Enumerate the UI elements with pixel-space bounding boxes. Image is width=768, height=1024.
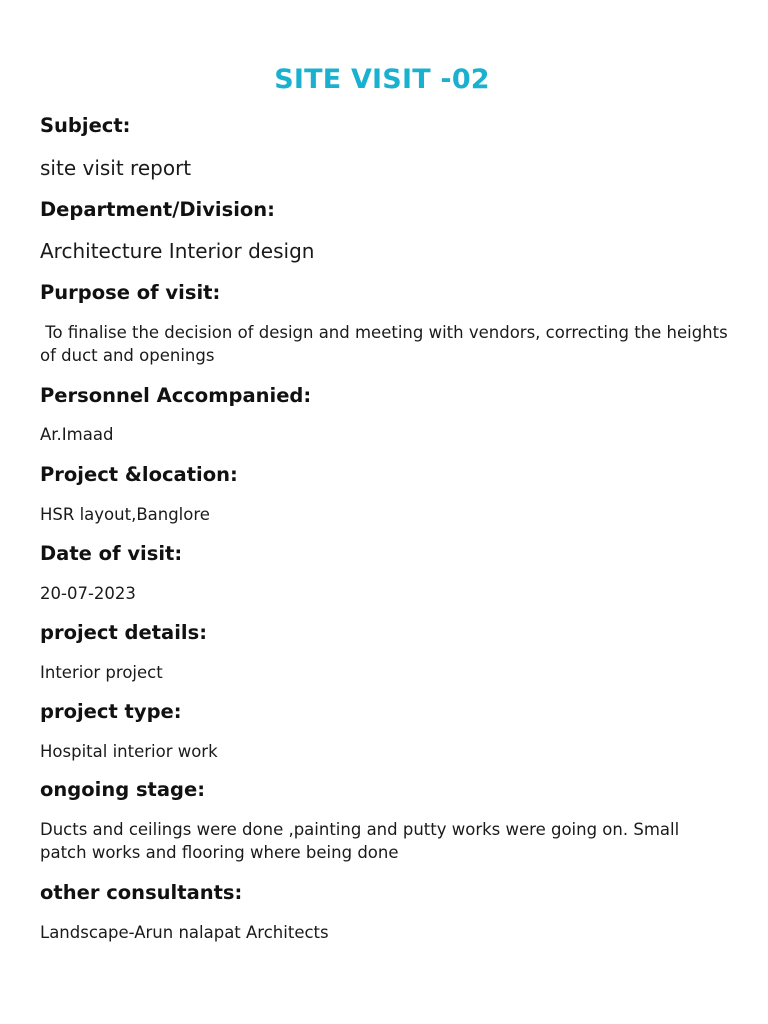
project-details-value: Interior project (40, 663, 163, 682)
department-label: Department/Division: (40, 198, 275, 221)
department-value: Architecture Interior design (40, 239, 315, 263)
project-location-label: Project &location: (40, 463, 238, 486)
project-location-value: HSR layout,Banglore (40, 505, 210, 524)
project-type-label: project type: (40, 700, 182, 723)
purpose-value: To finalise the decision of design and meeting with vendors, correcting the heights of duct and openings (40, 323, 733, 365)
project-details-label: project details: (40, 621, 207, 644)
purpose-label: Purpose of visit: (40, 281, 221, 304)
other-consultants-value: Landscape-Arun nalapat Architects (40, 923, 329, 942)
subject-value: site visit report (40, 156, 192, 180)
personnel-value: Ar.Imaad (40, 425, 114, 444)
project-type-value: Hospital interior work (40, 742, 218, 761)
other-consultants-label: other consultants: (40, 881, 243, 904)
ongoing-stage-label: ongoing stage: (40, 778, 206, 801)
date-value: 20-07-2023 (40, 584, 136, 603)
ongoing-stage-value: Ducts and ceilings were done ,painting and putty works were going on. Small patch works and flooring where being done (40, 820, 685, 862)
subject-label: Subject: (40, 114, 131, 137)
page-title: SITE VISIT -02 (274, 64, 490, 95)
personnel-label: Personnel Accompanied: (40, 384, 312, 407)
date-label: Date of visit: (40, 542, 183, 565)
